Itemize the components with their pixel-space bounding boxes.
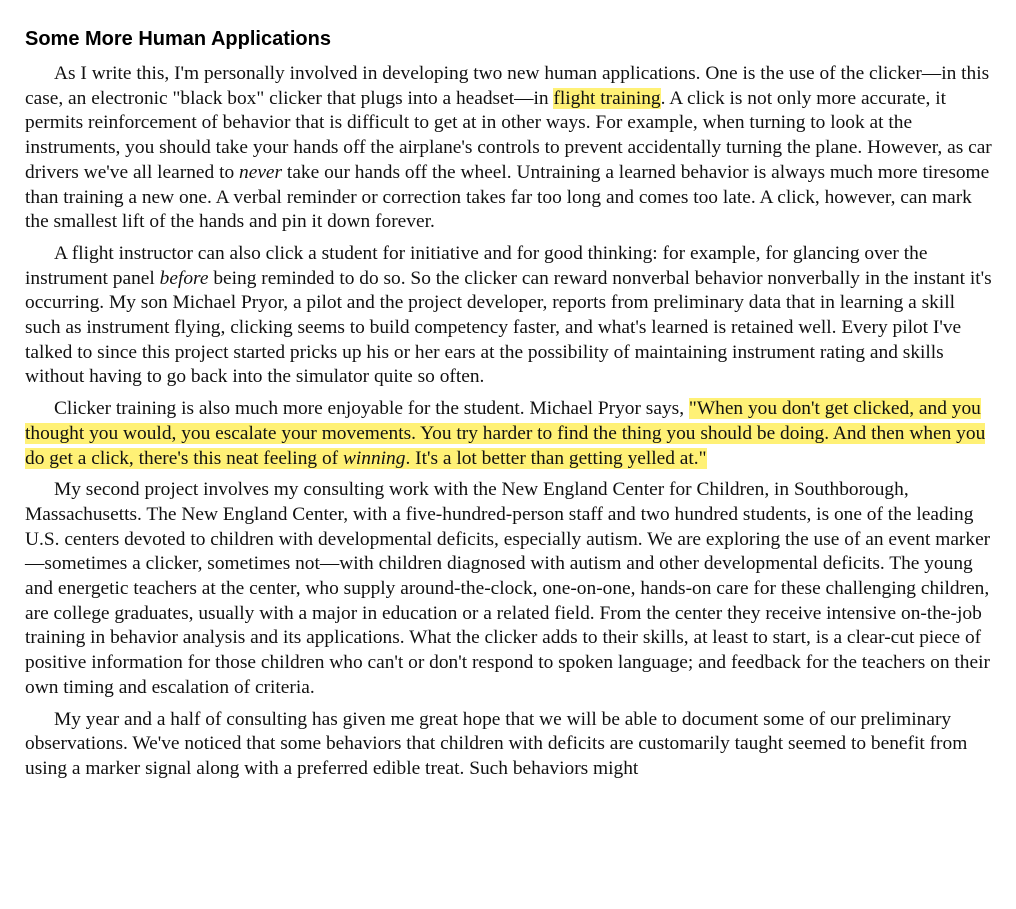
paragraph-flight-instructor <box>25 242 993 390</box>
paragraph-new-england-center: My second project involves my consulting work with the New England Center for Children, in Southborough, Massachusetts. The New England Center, with a five-hundred-person staff and two hundred students, is one of the leading U.S. centers devoted to children with developmental deficits, especially autism. We are exploring the use of an event marker—sometimes a clicker, sometimes not—with children diagnosed with autism and other developmental deficits. The young and energetic teachers at the center, who supply around-the-clock, one-on-one, hands-on care for these challenging children, are college graduates, usually with a major in education or a related field. From the center they receive intensive on-the-job training in behavior analysis and its applications. What the clicker adds to their skills, at least to start, is a clear-cut piece of positive information for those children who can't or don't respond to spoken language; and feedback for the teachers on their own timing and escalation of criteria. <box>25 479 991 698</box>
paragraph-flight-training <box>25 62 993 235</box>
highlighted-text: . It's a lot better than getting yelled at." <box>405 447 707 469</box>
document-page <box>25 24 993 789</box>
text-run: . A click is not only more accurate, it permits reinforcement of behavior that is difficult to get at in other ways. For example, when turning to look at the instruments, you should take your hands off the airplane's controls to prevent accidentally turning the plane. However, as car drivers we've all learned to <box>25 87 992 183</box>
text-run: Clicker training is also much more enjoyable for the student. Michael Pryor says, <box>54 398 689 420</box>
paragraph-quote <box>25 397 993 471</box>
text-run: being reminded to do so. So the clicker can reward nonverbal behavior nonverbally in the instant it's occurring. My son Michael Pryor, a pilot and the project developer, reports from preliminary data that in learning a skill such as instrument flying, clicking seems to build competency faster, and what's learned is retained well. Every pilot I've talked to since this project started pricks up his or her ears at the possibility of maintaining instrument rating and skills without having to go back into the simulator quite so often. <box>25 267 992 388</box>
paragraph-consulting: My year and a half of consulting has given me great hope that we will be able to document some of our preliminary observations. We've noticed that some behaviors that children with deficits are customarily taught seemed to benefit from using a marker signal along with a preferred edible treat. Such behaviors might <box>25 708 968 779</box>
text-run: As I write this, I'm personally involved in developing two new human applications. One is the use of the clicker—in this case, an electronic "black box" clicker that plugs into a headset—in <box>25 63 990 109</box>
italic-text: never <box>239 161 283 183</box>
highlighted-text: flight training <box>553 87 661 109</box>
italic-text: before <box>159 267 209 289</box>
section-heading: Some More Human Applications <box>25 28 331 50</box>
highlighted-text: "When you don't get clicked, and you thought you would, you escalate your movements. You try harder to find the thing you should be doing. And then when you do get a click, there's this neat feeling of <box>25 398 986 469</box>
text-run: A flight instructor can also click a student for initiative and for good thinking: for example, for glancing over the instrument panel <box>25 242 928 289</box>
italic-text: winning <box>342 447 406 469</box>
text-run: take our hands off the wheel. Untraining a learned behavior is always much more tiresome than training a new one. A verbal reminder or correction takes far too long and comes too late. A click, however, can mark the smallest lift of the hands and pin it down forever. <box>25 161 990 233</box>
